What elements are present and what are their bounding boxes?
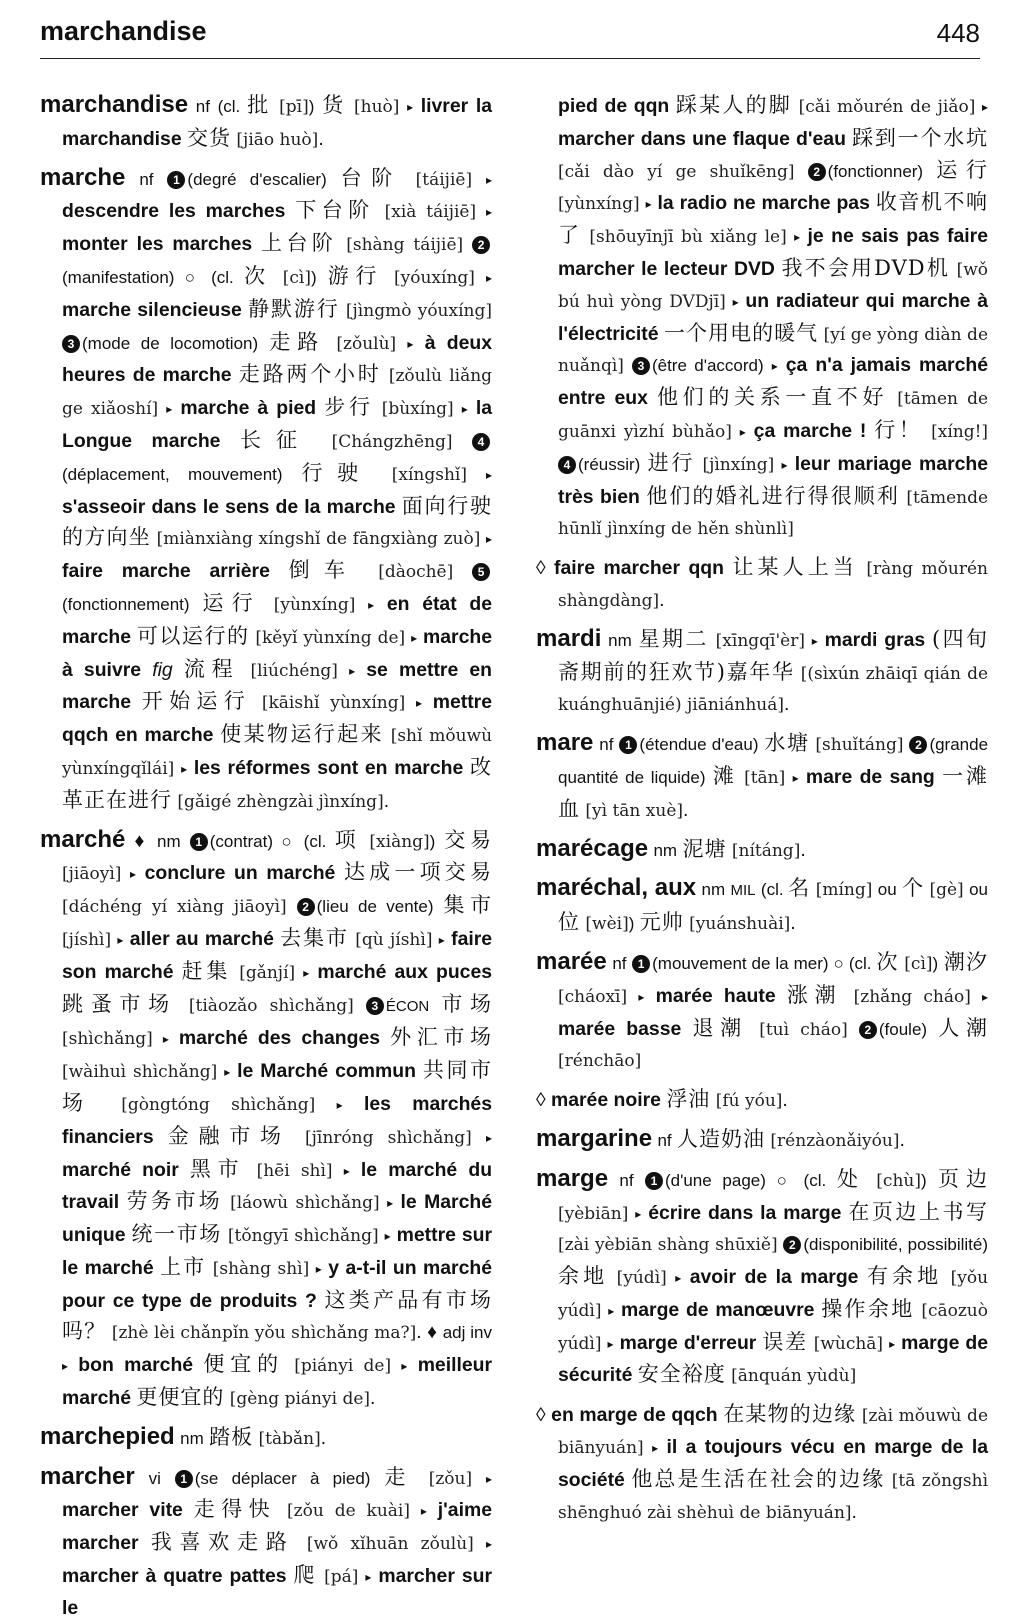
dictionary-entry [536, 1124, 988, 1157]
entry-body: ♦ nm 1 (contrat) ○ (cl. 项 [xiàng]) 交易 [jiāoyì] ▸ conclure un marché 达成一项交易 [dáchéng yí xiàng jiāoyì] 2 (lieu de vente) 集市 [jíshì] ▸ aller au marché 去集市 [qù jíshì] ▸ faire son marché 赶集 [gǎnjí] ▸ marché aux puces 跳蚤市场 [tiàozǎo shìchǎng] 3 ÉCON 市场 [shìchǎng] ▸ marché des changes 外汇市场 [wàihuì shìchǎng] ▸ le Marché commun 共同市场 [gòngtóng shìchǎng] ▸ les marchés financiers 金融市场 [jīnróng shìchǎng] ▸ marché noir 黑市 [hēi shì] ▸ le marché du travail 劳务市场 [láowù shìchǎng] ▸ le Marché unique 统一市场 [tǒngyī shìchǎng] ▸ mettre sur le marché 上市 [shàng shì] ▸ y a-t-il un marché pour ce type de produits ? 这类产品有市场吗？ [zhè lèi chǎnpǐn yǒu shìchǎng ma?]. ♦ adj inv ▸ bon marché 便宜的 [piányi de] ▸ meilleur marché 更便宜的 [gèng piányi de]. [62, 827, 493, 1410]
running-headword: marchandise [40, 16, 207, 46]
entry-headword: marée [536, 947, 607, 975]
entry-headword: marchandise [40, 91, 189, 118]
entry-headword: maréchal, aux [536, 874, 697, 902]
dictionary-entry [536, 1084, 988, 1117]
left-column [40, 90, 493, 1619]
entry-body: ◊ faire marcher qqn 让某人上当 [ràng mǒurén shàngdàng]. [536, 555, 988, 611]
entry-headword: mare [536, 729, 594, 757]
entry-body: nf 人造奶油 [rénzàonǎiyóu]. [657, 1126, 905, 1151]
entry-body: nf (cl. 批 [pī]) 货 [huò] ▸ livrer la marchandise 交货 [jiāo huò]. [62, 93, 493, 150]
dictionary-entry [40, 1462, 492, 1624]
dictionary-entry [536, 834, 988, 867]
dictionary-entry [40, 825, 492, 1415]
dictionary-entry [536, 624, 988, 721]
dictionary-entry [536, 1164, 988, 1393]
dictionary-entry [40, 1422, 492, 1455]
entry-body: nm MIL (cl. 名 [míng] ou 个 [gè] ou 位 [wèi]) 元帅 [yuánshuài]. [558, 876, 988, 935]
entry-headword: marécage [536, 834, 649, 862]
entry-body: nm 泥塘 [nítáng]. [653, 836, 806, 861]
entry-body: nf 1 (degré d'escalier) 台阶 [táijiē] ▸ descendre les marches 下台阶 [xià táijiē] ▸ monter les marches 上台阶 [shàng táijiē] 2(manifestation) ○ (cl. 次 [cì]) 游行 [yóuxíng] ▸ marche silencieuse 静默游行 [jìngmò yóuxíng] 3 (mode de locomotion) 走路 [zǒulù] ▸ à deux heures de marche 走路两个小时 [zǒulù liǎng ge xiǎoshí] ▸ marche à pied 步行 [bùxíng] ▸ la Longue marche 长征 [Chángzhēng] 4(déplacement, mouvement) 行驶 [xíngshǐ] ▸ s'asseoir dans le sens de la marche 面向行驶的方向坐 [miànxiàng xíngshǐ de fāngxiàng zuò] ▸ faire marche arrière 倒车 [dàochē] 5(fonctionnement) 运行 [yùnxíng] ▸ en état de marche 可以运行的 [kěyǐ yùnxíng de] ▸ marche à suivre fig 流程 [liúchéng] ▸ se mettre en marche 开始运行 [kāishǐ yùnxíng] ▸ mettre qqch en marche 使某物运行起来 [shǐ mǒuwù yùnxíngqǐlái] ▸ les réformes sont en marche 改革正在进行 [gǎigé zhèngzài jìnxíng]. [62, 165, 493, 812]
entry-headword: marché [40, 825, 126, 853]
entry-body: nf 1 (mouvement de la mer) ○ (cl. 次 [cì]) 潮汐 [cháoxī] ▸ marée haute 涨潮 [zhǎng cháo] ▸ marée basse 退潮 [tuì cháo] 2 (foule) 人潮 [rénchāo] [558, 949, 989, 1072]
entry-headword: marchepied [40, 1422, 175, 1450]
entry-body: nf 1 (d'une page) ○ (cl. 处 [chù]) 页边 [yèbiān] ▸ écrire dans la marge 在页边上书写 [zài yèbiān shàng shūxiě] 2 (disponibilité, possibilité) 余地 [yúdì] ▸ avoir de la marge 有余地 [yǒu yúdì] ▸ marge de manœuvre 操作余地 [cāozuò yúdì] ▸ marge d'erreur 误差 [wùchā] ▸ marge de sécurité 安全裕度 [ānquán yùdù] [558, 1166, 989, 1387]
header-rule [40, 58, 980, 59]
entry-body: nm 踏板 [tàbǎn]. [180, 1424, 327, 1449]
right-column [536, 90, 988, 1590]
entry-body: nf 1 (étendue d'eau) 水塘 [shuǐtáng] 2 (grande quantité de liquide) 滩 [tān] ▸ mare de sang 一滩血 [yì tān xuè]. [558, 731, 989, 821]
entry-body: ◊ marée noire 浮油 [fú yóu]. [536, 1087, 788, 1112]
dictionary-entry [40, 90, 492, 156]
entry-headword: marche [40, 163, 126, 191]
dictionary-entry [536, 1399, 988, 1528]
entry-headword: marge [536, 1164, 609, 1192]
dictionary-entry [536, 873, 988, 940]
entry-body: ◊ en marge de qqch 在某物的边缘 [zài mǒuwù de biānyuán] ▸ il a toujours vécu en marge de la société 他总是生活在社会的边缘 [tā zǒngshì shēnghuó zài shèhuì de biānyuán]. [536, 1402, 989, 1523]
page-number: 448 [936, 18, 980, 48]
dictionary-entry [536, 947, 988, 1077]
entry-body: pied de qqn 踩某人的脚 [cǎi mǒurén de jiǎo] ▸ marcher dans une flaque d'eau 踩到一个水坑 [cǎi dào yí ge shuǐkēng] 2 (fonctionner) 运行 [yùnxíng] ▸ la radio ne marche pas 收音机不响了 [shōuyīnjī bù xiǎng le] ▸ je ne sais pas faire marcher le lecteur DVD 我不会用DVD机 [wǒ bú huì yòng DVDjī] ▸ un radiateur qui marche à l'électricité 一个用电的暖气 [yí ge yòng diàn de nuǎnqì] 3 (être d'accord) ▸ ça n'a jamais marché entre eux 他们的关系一直不好 [tāmen de guānxi yìzhí bùhǎo] ▸ ça marche ! 行！ [xíng!] 4 (réussir) 进行 [jìnxíng] ▸ leur mariage marche très bien 他们的婚礼进行得很顺利 [tāmende hūnlǐ jìnxíng de hěn shùnlì] [558, 93, 989, 540]
entry-body: vi 1 (se déplacer à pied) 走 [zǒu] ▸ marcher vite 走得快 [zǒu de kuài] ▸ j'aime marcher 我喜欢走路 [wǒ xǐhuān zǒulù] ▸ marcher à quatre pattes 爬 [pá] ▸ marcher sur le [62, 1464, 493, 1619]
entry-headword: marcher [40, 1462, 135, 1490]
dictionary-entry [536, 552, 988, 617]
entry-headword: mardi [536, 624, 602, 652]
entry-headword: margarine [536, 1124, 653, 1152]
dictionary-entry [536, 90, 988, 545]
dictionary-entry [40, 163, 492, 818]
dictionary-entry [536, 728, 988, 826]
entry-body: nm 星期二 [xīngqī'èr] ▸ mardi gras (四旬斋期前的狂欢节)嘉年华 [(sìxún zhāiqī qián de kuánghuānjié) jiāniánhuá]. [558, 626, 989, 716]
page-header [40, 8, 980, 54]
